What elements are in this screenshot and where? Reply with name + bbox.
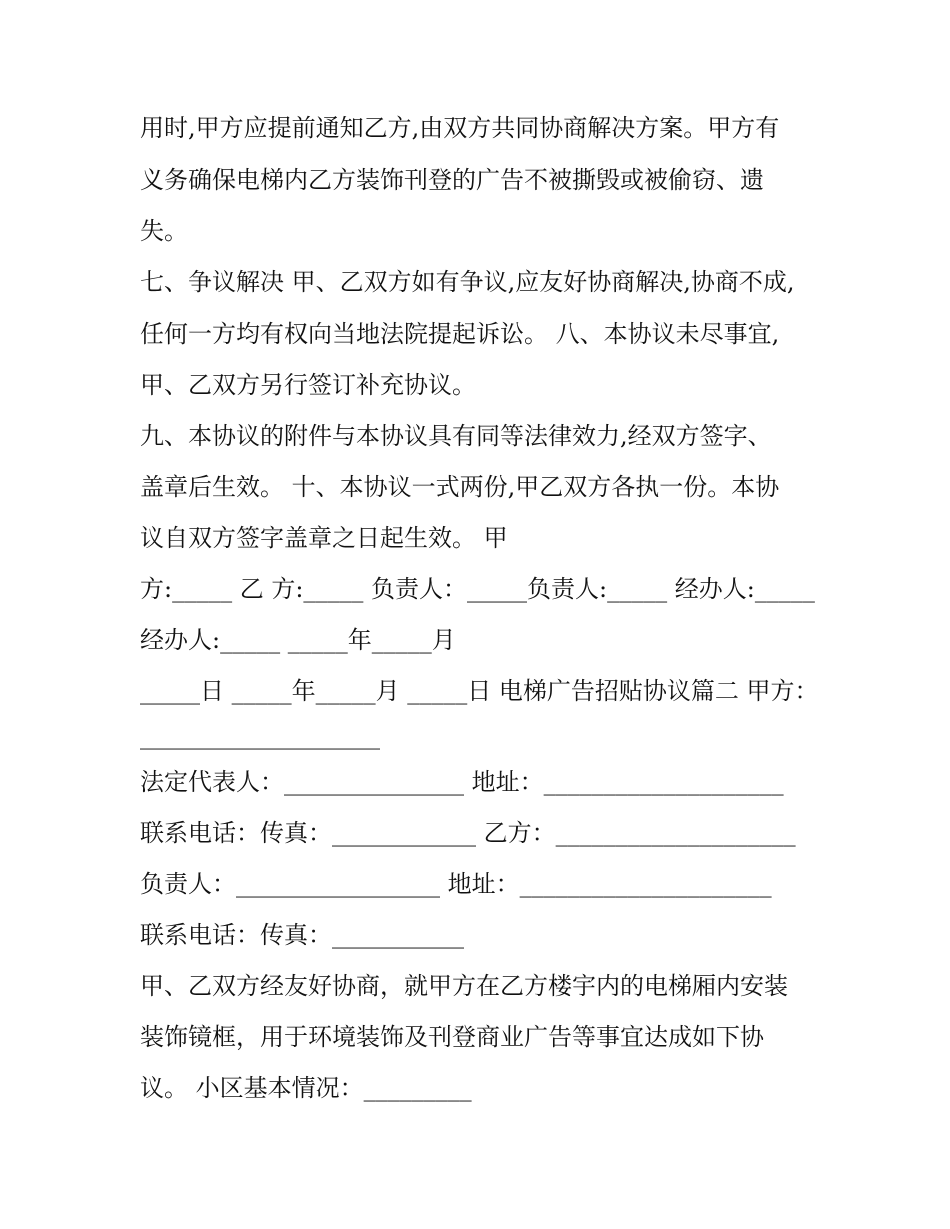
text-line: 法定代表人：_______________ 地址：____________________ — [140, 768, 784, 796]
text-line: 联系电话：传真：____________ 乙方：____________________ — [140, 819, 796, 847]
text-line: 义务确保电梯内乙方装饰刊登的广告不被撕毁或被偷窃、遗 — [140, 166, 764, 194]
text-line: 方:_____ 乙 方:_____ 负责人：_____负责人:_____ 经办人:_____ — [140, 575, 815, 603]
text-line: 用时,甲方应提前通知乙方,由双方共同协商解决方案。甲方有 — [140, 114, 780, 142]
text-line: 甲、乙双方经友好协商，就甲方在乙方楼宇内的电梯厢内安装 — [140, 972, 788, 1000]
text-line: 甲、乙双方另行签订补充协议。 — [140, 371, 476, 399]
text-line: 七、争议解决 甲、乙双方如有争议,应友好协商解决,协商不成, — [140, 268, 795, 296]
text-line: 议。 小区基本情况：_________ — [140, 1074, 472, 1102]
text-line: 联系电话：传真：___________ — [140, 921, 464, 949]
text-line: 议自双方签字盖章之日起生效。 甲 — [140, 524, 508, 552]
text-line: 盖章后生效。 十、本协议一式两份,甲乙双方各执一份。本协 — [140, 473, 780, 501]
text-line: 九、本协议的附件与本协议具有同等法律效力,经双方签字、 — [140, 422, 772, 450]
text-line: 任何一方均有权向当地法院提起诉讼。 八、本协议未尽事宜, — [140, 320, 780, 348]
text-line: 装饰镜框，用于环境装饰及刊登商业广告等事宜达成如下协 — [140, 1023, 764, 1051]
text-line: 失。 — [140, 217, 188, 245]
text-line: 负责人：_________________ 地址：_____________________ — [140, 870, 772, 898]
text-line: 经办人:_____ _____年_____月 — [140, 626, 456, 654]
text-line: _____日 _____年_____月 _____日 电梯广告招贴协议篇二 甲方： — [140, 677, 819, 705]
text-line: ____________________ — [140, 722, 380, 750]
